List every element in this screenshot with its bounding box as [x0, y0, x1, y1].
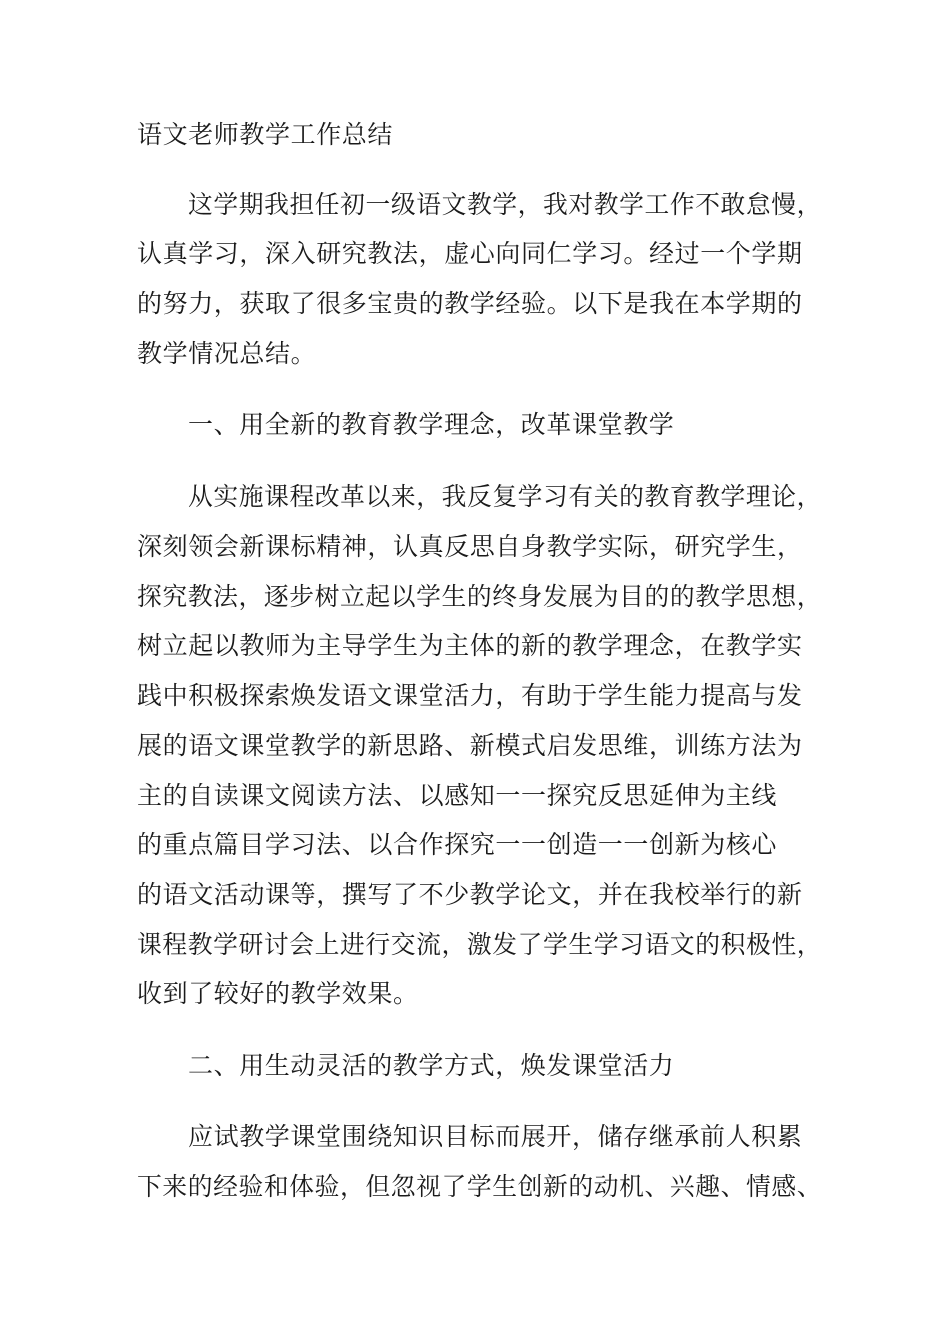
paragraph-line: 收到了较好的教学效果。: [137, 979, 419, 1008]
paragraph-line: 主的自读课文阅读方法、以感知一一探究反思延伸为主线: [137, 781, 778, 810]
paragraph-line: 课程教学研讨会上进行交流，激发了学生学习语文的积极性，: [137, 930, 823, 959]
paragraph-line: 展的语文课堂教学的新思路、新模式启发思维，训练方法为: [137, 731, 803, 760]
section-heading: 二、用生动灵活的教学方式，焕发课堂活力: [188, 1051, 675, 1080]
paragraph-line: 教学情况总结。: [137, 339, 317, 368]
document-title: 语文老师教学工作总结: [137, 120, 394, 149]
paragraph-line: 应试教学课堂围绕知识目标而展开，储存继承前人积累: [188, 1122, 803, 1151]
paragraph-line: 认真学习，深入研究教法，虚心向同仁学习。经过一个学期: [137, 239, 803, 268]
paragraph-line: 的努力，获取了很多宝贵的教学经验。以下是我在本学期的: [137, 289, 803, 318]
paragraph-line: 这学期我担任初一级语文教学，我对教学工作不敢怠慢，: [188, 190, 822, 219]
paragraph-line: 践中积极探索焕发语文课堂活力，有助于学生能力提高与发: [137, 681, 803, 710]
paragraph-line: 从实施课程改革以来，我反复学习有关的教育教学理论，: [188, 482, 822, 511]
paragraph-line: 的重点篇目学习法、以合作探究一一创造一一创新为核心: [137, 830, 778, 859]
paragraph-line: 的语文活动课等，撰写了不少教学论文，并在我校举行的新: [137, 880, 803, 909]
paragraph-line: 深刻领会新课标精神，认真反思自身教学实际，研究学生，: [137, 532, 803, 561]
paragraph-line: 下来的经验和体验，但忽视了学生创新的动机、兴趣、情感、: [137, 1172, 823, 1201]
paragraph-line: 树立起以教师为主导学生为主体的新的教学理念，在教学实: [137, 631, 803, 660]
section-heading: 一、用全新的教育教学理念，改革课堂教学: [188, 410, 675, 439]
paragraph-line: 探究教法，逐步树立起以学生的终身发展为目的的教学思想，: [137, 582, 823, 611]
